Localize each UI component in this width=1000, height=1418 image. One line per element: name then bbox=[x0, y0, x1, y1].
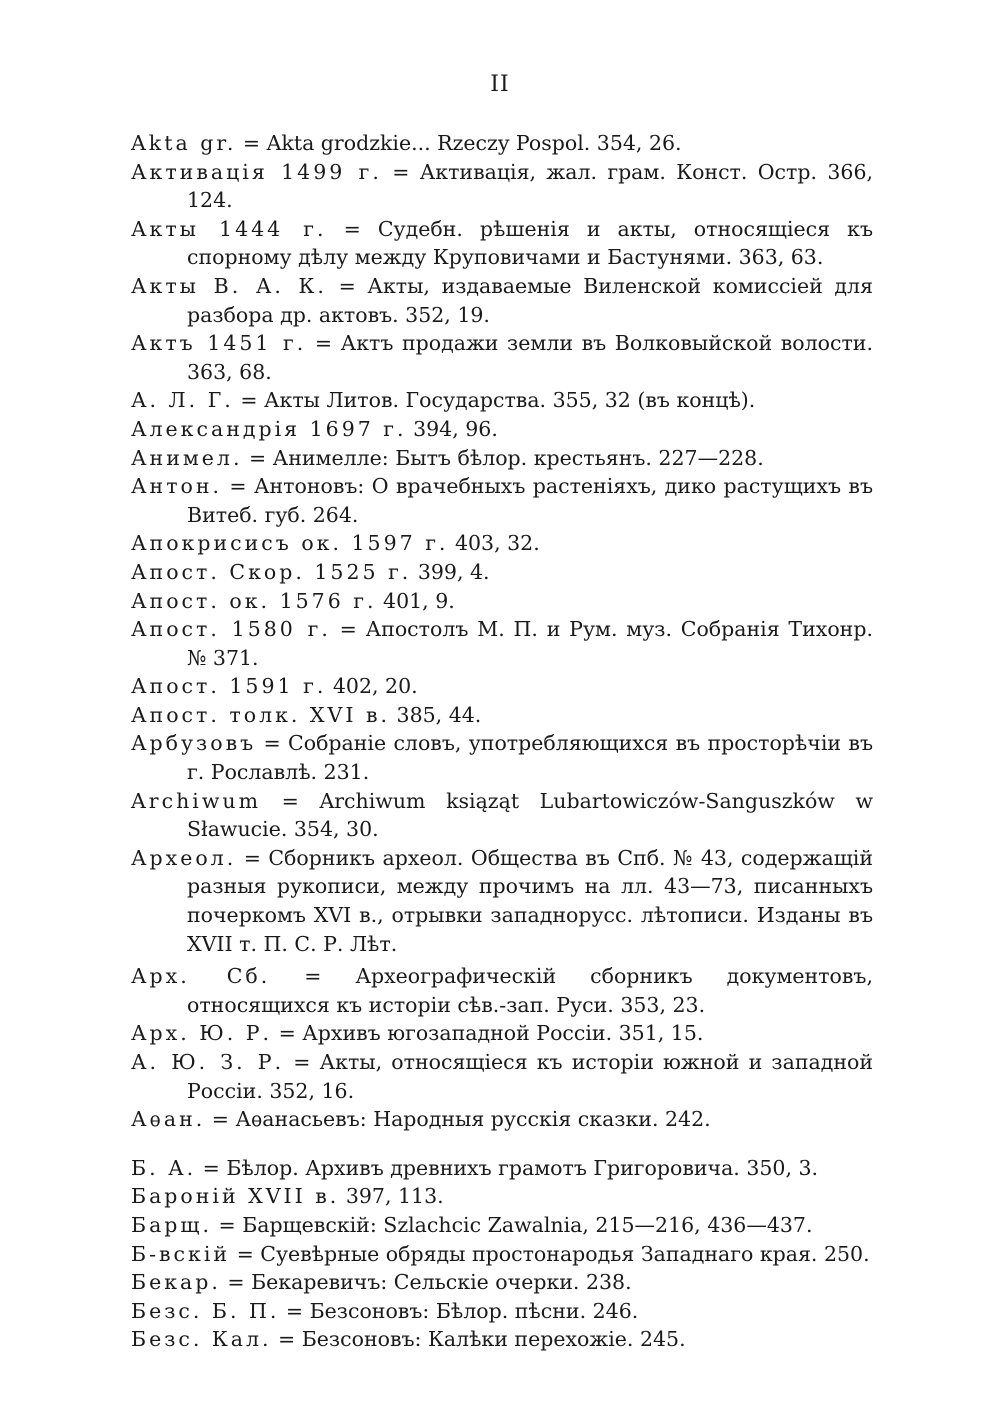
entry-definition: = Бекаревичъ: Сельскіе очерки. 238. bbox=[220, 1270, 632, 1295]
entry-definition: = Антоновъ: О врачебныхъ растеніяхъ, дико растущихъ въ Витеб. губ. 264. bbox=[187, 474, 873, 527]
entry-definition: = Безсоновъ: Калѣки перехожіе. 245. bbox=[271, 1327, 686, 1352]
entry-abbreviation: А. Л. Г. bbox=[131, 388, 234, 413]
entry-abbreviation: Арбузовъ bbox=[131, 731, 257, 756]
entry-abbreviation: Археол. bbox=[131, 845, 237, 870]
entry-abbreviation: Апокрисисъ ок. 1597 г. bbox=[131, 531, 449, 556]
entry-abbreviation: Akta gr. bbox=[131, 131, 237, 155]
entry-definition: = Анимелле: Бытъ бѣлор. крестьянъ. 227—228. bbox=[242, 445, 764, 470]
list-item bbox=[131, 158, 873, 215]
entry-definition: = Сборникъ археол. Общества въ Спб. № 43, содержащій разныя рукописи, между прочимъ на лл. 43—73, писанныхъ почеркомъ XVI в., отрывки западнорусс. лѣтописи. Изданы въ XVII т. П. С. Р. Лѣт. bbox=[187, 845, 873, 956]
list-item bbox=[131, 1240, 873, 1269]
entry-definition: = Безсоновъ: Бѣлор. пѣсни. 246. bbox=[279, 1298, 639, 1323]
entry-definition: = Апостолъ М. П. и Рум. муз. Собранія Тихонр. № 371. bbox=[187, 617, 873, 670]
entry-definition: = Аѳанасьевъ: Народныя русскія сказки. 242. bbox=[205, 1107, 711, 1132]
entry-definition: = Архивъ югозападной Россіи. 351, 15. bbox=[272, 1021, 704, 1046]
list-item bbox=[131, 215, 873, 272]
entry-abbreviation: Апост. 1580 г. bbox=[131, 617, 331, 642]
entry-definition: = Акты, издаваемые Виленской комиссіей для разбора др. актовъ. 352, 19. bbox=[187, 273, 873, 327]
entry-abbreviation: Антон. bbox=[131, 474, 223, 499]
entry-definition: 403, 32. bbox=[448, 531, 540, 556]
abbreviation-list bbox=[131, 129, 873, 1354]
entry-definition: = Актъ продажи земли въ Волковыйской волости. 363, 68. bbox=[187, 331, 873, 384]
entry-abbreviation: Барщ. bbox=[131, 1212, 212, 1237]
entry-abbreviation: Б-вскій bbox=[131, 1241, 231, 1266]
entry-definition: = Akta grodzkie... Rzeczy Pospol. 354, 26. bbox=[236, 131, 682, 155]
list-item bbox=[131, 386, 873, 415]
entry-abbreviation: Апост. Скор. 1525 г. bbox=[131, 559, 412, 584]
entry-abbreviation: Акты В. А. К. bbox=[131, 273, 327, 298]
entry-abbreviation: Апост. 1591 г. bbox=[131, 674, 327, 699]
list-item bbox=[131, 1297, 873, 1326]
entry-definition: = Судебн. рѣшенія и акты, относящіеся къ спорному дѣлу между Круповичами и Бастунями. 363, 63. bbox=[187, 216, 873, 270]
list-item bbox=[131, 729, 873, 786]
entry-definition: 394, 96. bbox=[406, 416, 498, 441]
list-item bbox=[131, 587, 873, 616]
entry-definition: = Собраніе словъ, употребляющихся въ просторѣчіи въ г. Рославлѣ. 231. bbox=[187, 731, 873, 785]
entry-definition: 401, 9. bbox=[376, 588, 455, 613]
list-item bbox=[131, 472, 873, 529]
entry-abbreviation: Апост. толк. XVI в. bbox=[131, 702, 391, 727]
entry-definition: 402, 20. bbox=[326, 674, 418, 699]
list-item bbox=[131, 962, 873, 1019]
list-item bbox=[131, 1105, 873, 1134]
entry-abbreviation: Анимел. bbox=[131, 445, 243, 470]
entry-abbreviation: Акты 1444 г. bbox=[131, 216, 327, 241]
entry-abbreviation: А. Ю. З. Р. bbox=[131, 1050, 285, 1074]
entry-abbreviation: Апост. ок. 1576 г. bbox=[131, 588, 377, 613]
entry-definition: = Барщевскій: Szlachcic Zawalnia, 215—216, 436—437. bbox=[211, 1212, 813, 1237]
entry-definition: 397, 113. bbox=[339, 1184, 444, 1209]
entry-abbreviation: Бароній XVII в. bbox=[131, 1184, 340, 1209]
entry-abbreviation: Активація 1499 г. bbox=[131, 159, 382, 184]
entry-abbreviation: Арх. Сб. bbox=[131, 964, 271, 989]
list-item bbox=[131, 615, 873, 672]
entry-abbreviation: Archiwum bbox=[131, 788, 262, 813]
entry-definition: 399, 4. bbox=[411, 559, 490, 584]
entry-definition: 385, 44. bbox=[390, 702, 482, 727]
entry-abbreviation: Безс. Кал. bbox=[131, 1327, 272, 1352]
list-item bbox=[131, 444, 873, 473]
entry-definition: = Археографическій сборникъ документовъ, относящихся къ исторіи сѣв.-зап. Руси. 353, 23. bbox=[187, 964, 873, 1017]
entry-definition: = Активація, жал. грам. Конст. Остр. 366, 124. bbox=[187, 159, 873, 213]
list-item bbox=[131, 1182, 873, 1211]
list-item bbox=[131, 672, 873, 701]
list-item bbox=[131, 558, 873, 587]
list-item bbox=[131, 329, 873, 386]
list-item bbox=[131, 1268, 873, 1297]
list-item bbox=[131, 129, 873, 158]
entry-definition: = Акты, относящіеся къ исторіи южной и западной Россіи. 352, 16. bbox=[187, 1050, 873, 1103]
list-item bbox=[131, 787, 873, 844]
list-item bbox=[131, 1019, 873, 1048]
entry-definition: = Archiwum ksiąząt Lubartowiczów-Sanguszków w Sławucie. 354, 30. bbox=[187, 788, 873, 842]
entry-abbreviation: Александрія 1697 г. bbox=[131, 416, 407, 441]
entry-definition: = Суевѣрные обряды простонародья Западнаго края. 250. bbox=[230, 1241, 870, 1266]
list-item bbox=[131, 415, 873, 444]
entry-abbreviation: Арх. Ю. Р. bbox=[131, 1021, 273, 1046]
page-number: II bbox=[490, 72, 510, 97]
entry-abbreviation: Бекар. bbox=[131, 1270, 221, 1295]
list-item bbox=[131, 1211, 873, 1240]
list-item bbox=[131, 701, 873, 730]
entry-abbreviation: Безс. Б. П. bbox=[131, 1298, 280, 1323]
entry-abbreviation: Аѳан. bbox=[131, 1107, 206, 1132]
entry-abbreviation: Актъ 1451 г. bbox=[131, 331, 307, 356]
list-item bbox=[131, 1154, 873, 1183]
entry-definition: = Бѣлор. Архивъ древнихъ грамотъ Григоровича. 350, 3. bbox=[196, 1155, 819, 1180]
list-item bbox=[131, 1048, 873, 1105]
list-item bbox=[131, 1325, 873, 1354]
entry-abbreviation: Б. А. bbox=[131, 1155, 197, 1180]
list-item bbox=[131, 272, 873, 329]
list-item bbox=[131, 844, 873, 958]
list-item bbox=[131, 529, 873, 558]
entry-definition: = Акты Литов. Государства. 355, 32 (въ концѣ). bbox=[233, 388, 756, 413]
